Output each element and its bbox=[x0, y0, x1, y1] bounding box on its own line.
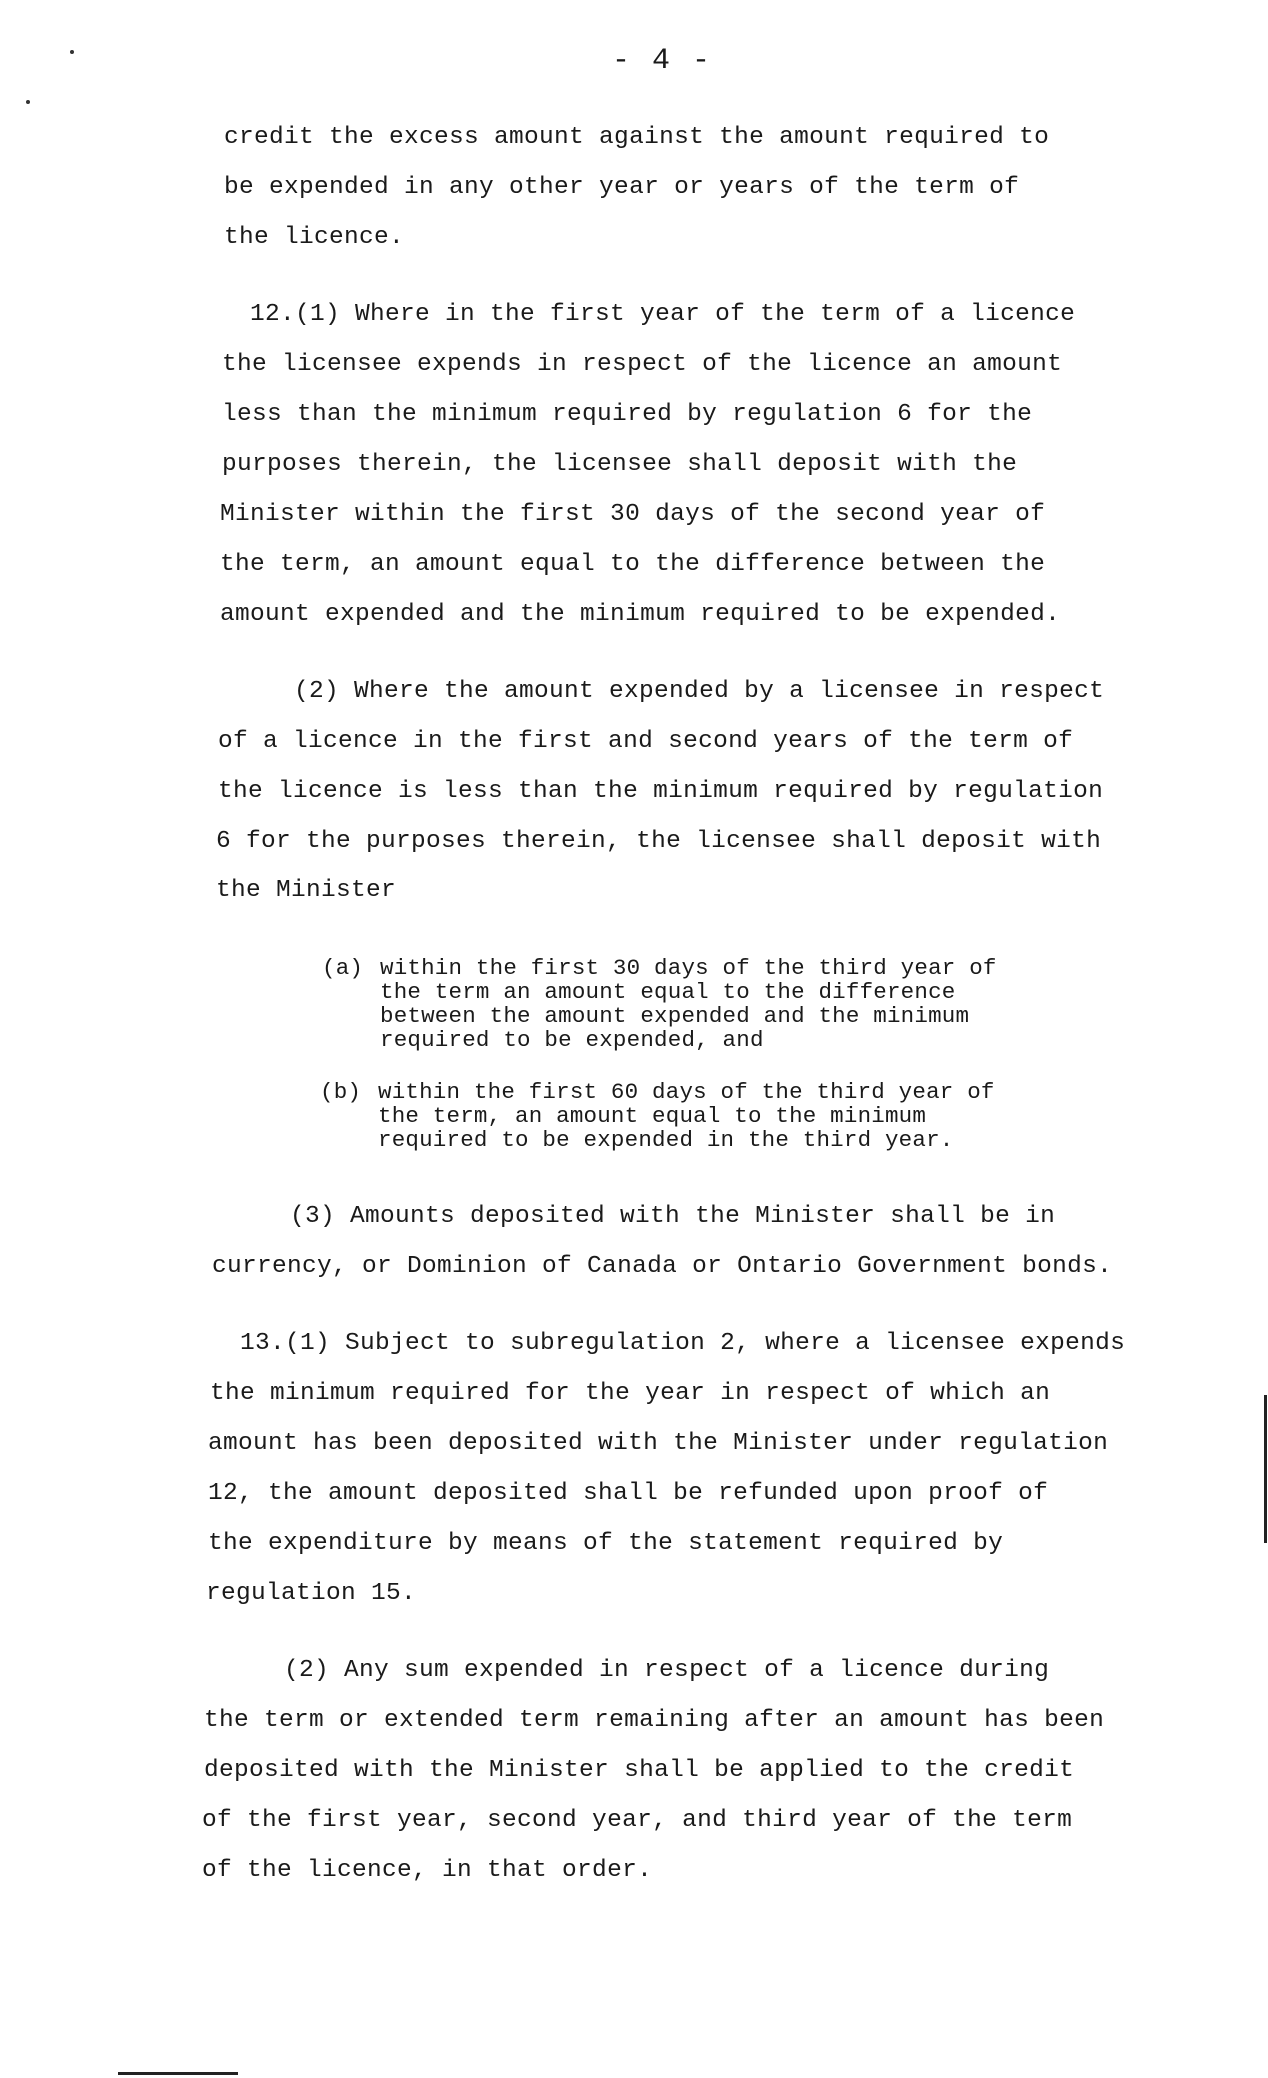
text-line: the term, an amount equal to the difference between the bbox=[220, 551, 1046, 578]
clause-b-line: within the first 60 days of the third year of bbox=[378, 1079, 995, 1105]
text-line: the licence. bbox=[224, 224, 405, 251]
text-line: the expenditure by means of the statement required by bbox=[208, 1530, 1004, 1557]
regulation-12-2-heading-line: (2) Where the amount expended by a licensee in respect bbox=[294, 678, 1105, 705]
scan-edge-mark bbox=[118, 2072, 238, 2075]
clause-b-line: required to be expended in the third year. bbox=[378, 1127, 954, 1153]
scan-edge-mark bbox=[1264, 1395, 1267, 1543]
text-line: of a licence in the first and second years of the term of bbox=[218, 728, 1074, 755]
text-line: the licensee expends in respect of the licence an amount bbox=[222, 351, 1063, 378]
text-line: the minimum required for the year in respect of which an bbox=[210, 1380, 1051, 1407]
clause-b-line: the term, an amount equal to the minimum bbox=[378, 1103, 927, 1129]
regulation-13-1-heading-line: 13.(1) Subject to subregulation 2, where a licensee expends bbox=[240, 1330, 1126, 1357]
regulation-12-3-heading-line: (3) Amounts deposited with the Minister shall be in bbox=[290, 1203, 1056, 1230]
text-line: currency, or Dominion of Canada or Ontario Government bonds. bbox=[212, 1253, 1113, 1280]
text-line: purposes therein, the licensee shall deposit with the bbox=[222, 451, 1018, 478]
text-line: deposited with the Minister shall be applied to the credit bbox=[204, 1757, 1075, 1784]
text-line: be expended in any other year or years of the term of bbox=[224, 174, 1020, 201]
text-line: the licence is less than the minimum required by regulation bbox=[218, 778, 1104, 805]
clause-a-line: required to be expended, and bbox=[380, 1027, 764, 1053]
text-line: regulation 15. bbox=[206, 1580, 417, 1607]
text-line: less than the minimum required by regulation 6 for the bbox=[222, 401, 1033, 428]
regulation-13-2-heading-line: (2) Any sum expended in respect of a licence during bbox=[284, 1657, 1050, 1684]
clause-a-label: (a) bbox=[322, 955, 364, 981]
text-line: the term or extended term remaining after an amount has been bbox=[204, 1707, 1105, 1734]
text-line: credit the excess amount against the amount required to bbox=[224, 124, 1050, 151]
text-line: amount expended and the minimum required to be expended. bbox=[220, 601, 1061, 628]
clause-b-label: (b) bbox=[320, 1079, 362, 1105]
scan-speck bbox=[26, 100, 30, 104]
clause-a-line: between the amount expended and the minimum bbox=[380, 1003, 970, 1029]
text-line: of the first year, second year, and third year of the term bbox=[202, 1807, 1073, 1834]
text-line: of the licence, in that order. bbox=[202, 1857, 653, 1884]
text-line: amount has been deposited with the Minister under regulation bbox=[208, 1430, 1109, 1457]
text-line: the Minister bbox=[216, 877, 397, 904]
text-line: 12, the amount deposited shall be refunded upon proof of bbox=[208, 1480, 1049, 1507]
text-line: 6 for the purposes therein, the licensee shall deposit with bbox=[216, 828, 1102, 855]
page-number: - 4 - bbox=[612, 44, 713, 78]
clause-a-line: the term an amount equal to the difference bbox=[380, 979, 956, 1005]
regulation-12-1-heading-line: 12.(1) Where in the first year of the term of a licence bbox=[250, 301, 1076, 328]
scan-speck bbox=[70, 50, 74, 54]
text-line: Minister within the first 30 days of the second year of bbox=[220, 501, 1046, 528]
clause-a-line: within the first 30 days of the third year of bbox=[380, 955, 997, 981]
